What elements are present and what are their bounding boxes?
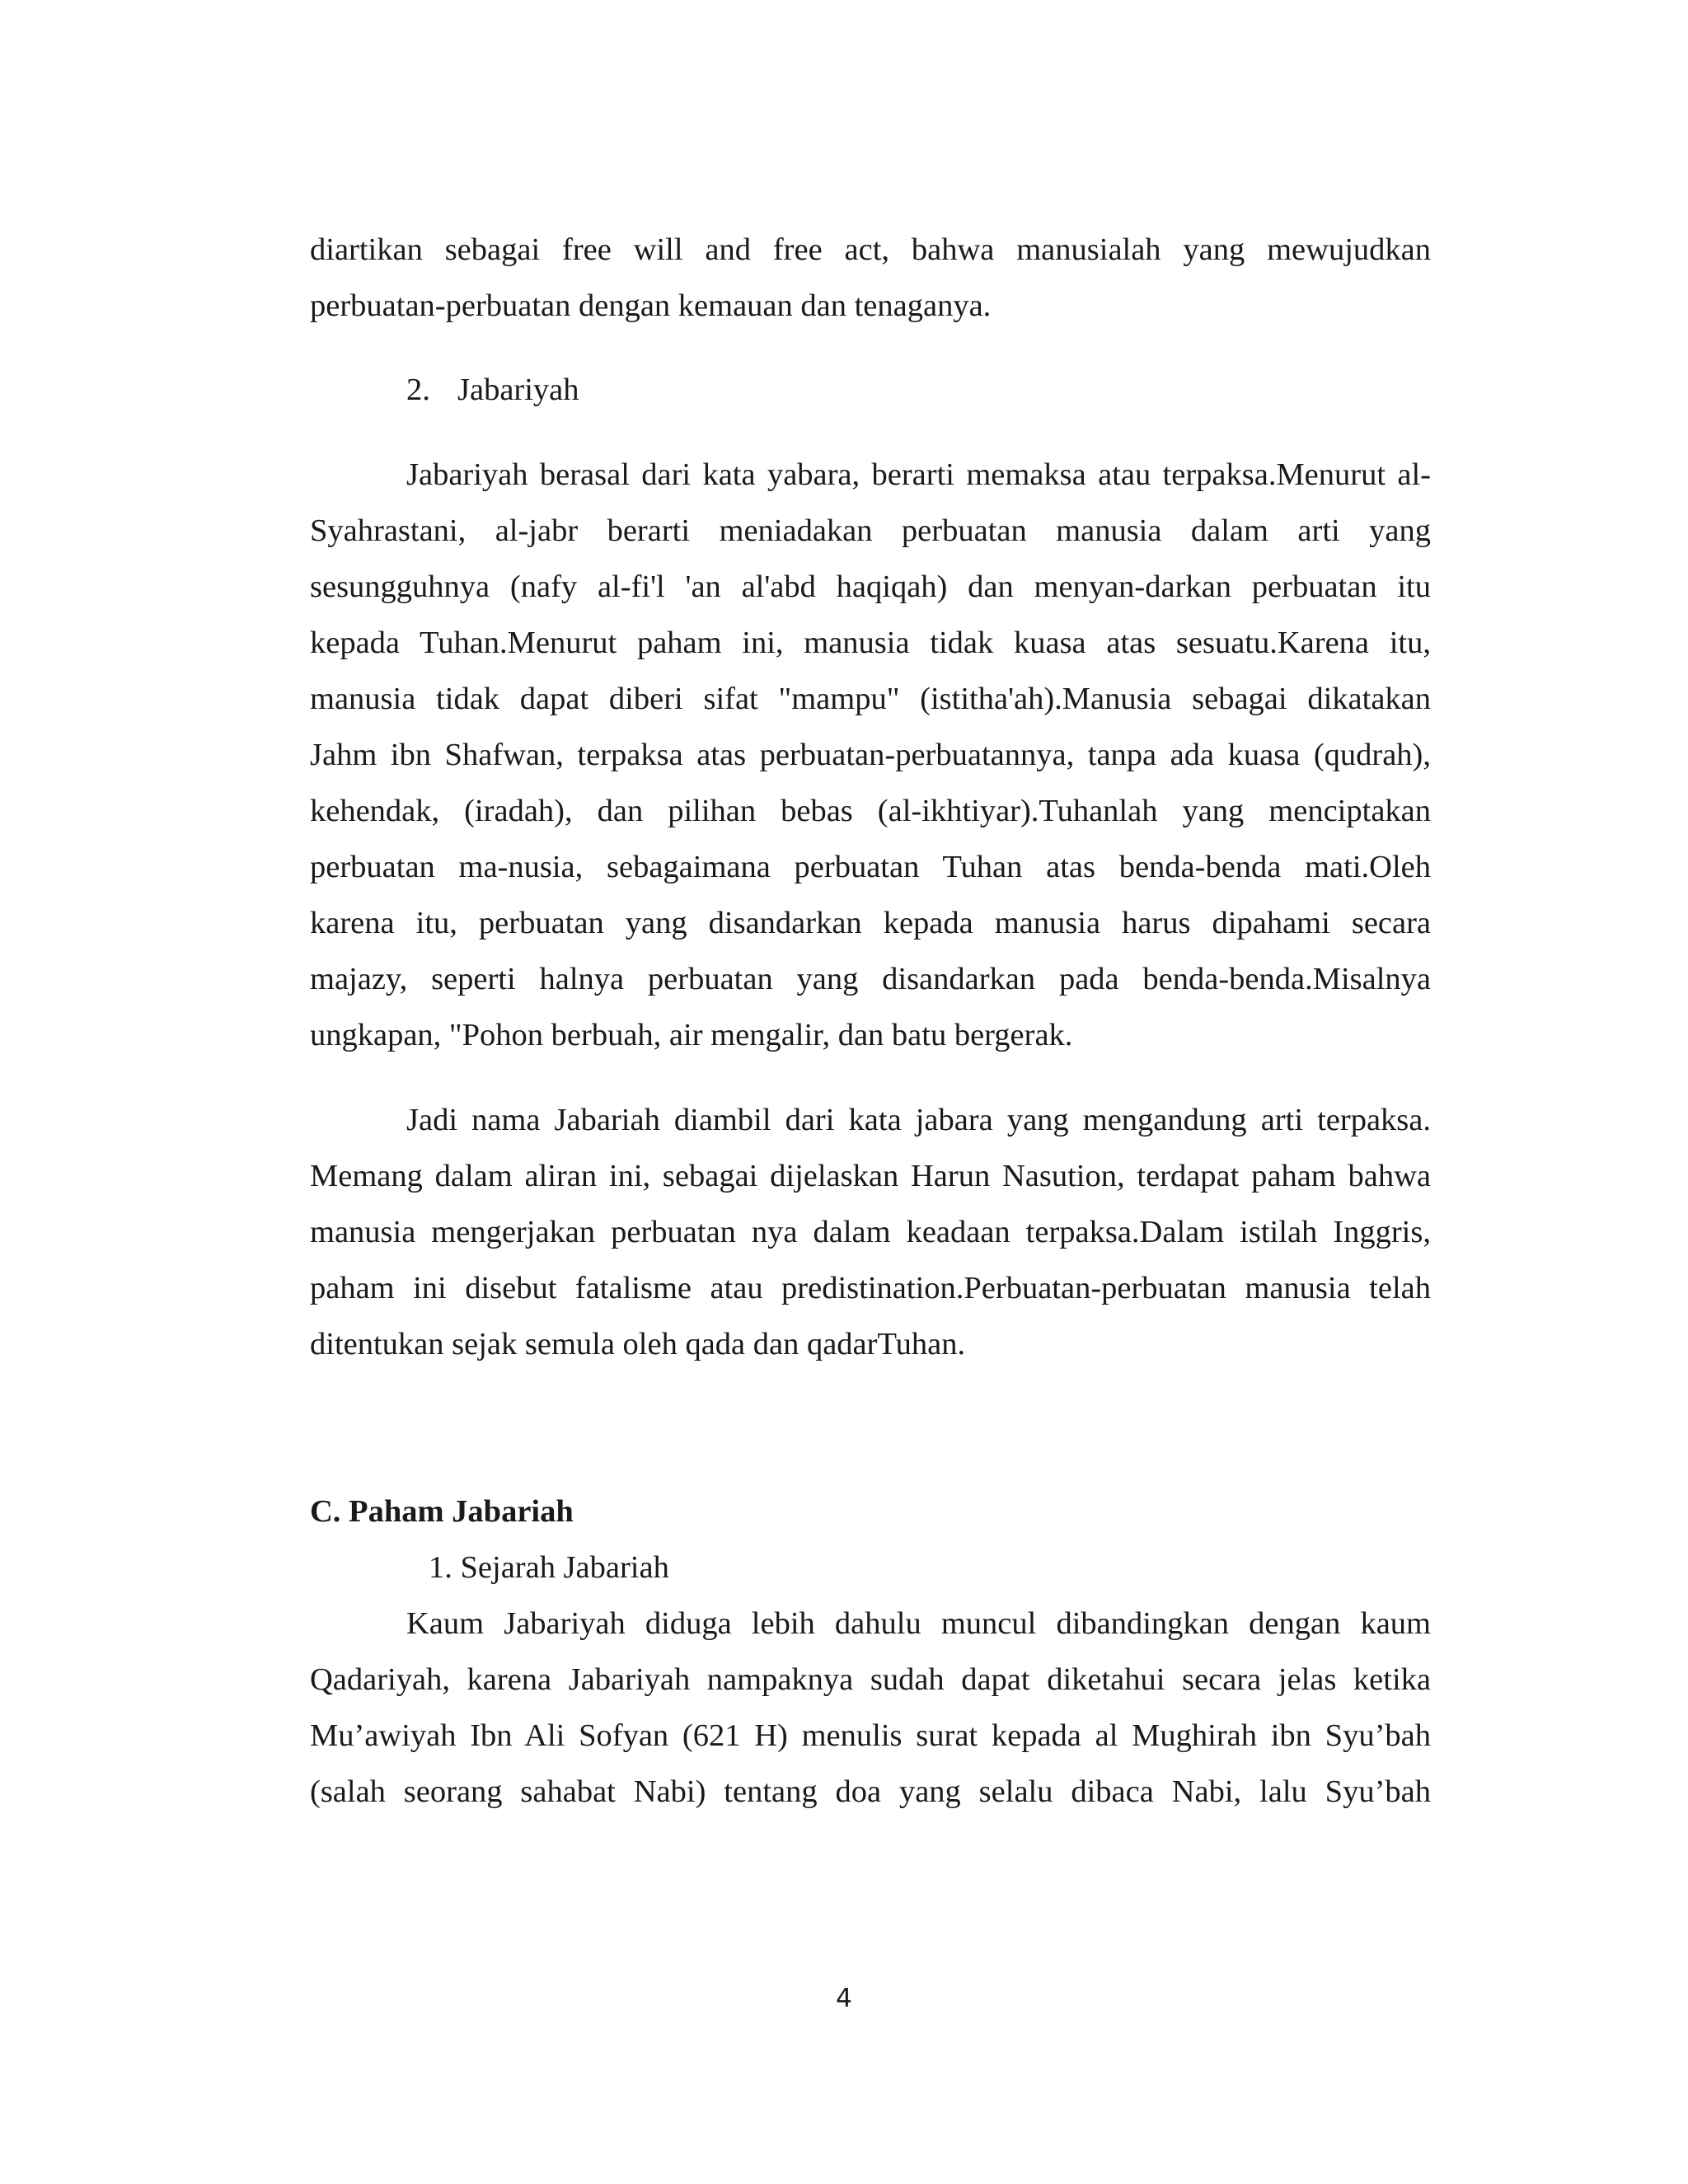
list-item-number: 2. [406,373,430,407]
paragraph-line: Jahm ibn Shafwan, terpaksa atas perbuatan-perbuatannya, tanpa ada kuasa (qudrah), [310,738,1431,772]
list-item-label: Jabariyah [457,373,579,407]
paragraph-line: ungkapan, "Pohon berbuah, air mengalir, dan batu bergerak. [310,1018,1073,1052]
paragraph-line: Kaum Jabariyah diduga lebih dahulu muncul dibandingkan dengan kaum [406,1606,1431,1641]
paragraph-line: kepada Tuhan.Menurut paham ini, manusia tidak kuasa atas sesuatu.Karena itu, [310,626,1431,660]
section-heading: C. Paham Jabariah [310,1494,574,1529]
paragraph-line: (salah seorang sahabat Nabi) tentang doa yang selalu dibaca Nabi, lalu Syu’bah [310,1774,1431,1809]
section-subheading: 1. Sejarah Jabariah [429,1550,669,1585]
paragraph-line: Memang dalam aliran ini, sebagai dijelaskan Harun Nasution, terdapat paham bahwa [310,1159,1431,1193]
page-number: 4 [836,1984,852,2013]
paragraph-line: manusia tidak dapat diberi sifat "mampu" (istitha'ah).Manusia sebagai dikatakan [310,682,1431,716]
paragraph-line: kehendak, (iradah), dan pilihan bebas (al-ikhtiyar).Tuhanlah yang menciptakan [310,794,1431,828]
paragraph-line: sesungguhnya (nafy al-fi'l 'an al'abd haqiqah) dan menyan-darkan perbuatan itu [310,569,1431,604]
continuation-line: diartikan sebagai free will and free act, bahwa manusialah yang mewujudkan [310,232,1431,267]
paragraph-line: perbuatan ma-nusia, sebagaimana perbuatan Tuhan atas benda-benda mati.Oleh [310,850,1431,884]
paragraph-line: Syahrastani, al-jabr berarti meniadakan perbuatan manusia dalam arti yang [310,513,1431,548]
continuation-line: perbuatan-perbuatan dengan kemauan dan tenaganya. [310,288,992,323]
paragraph-line: Qadariyah, karena Jabariyah nampaknya sudah dapat diketahui secara jelas ketika [310,1662,1431,1697]
paragraph-line: manusia mengerjakan perbuatan nya dalam keadaan terpaksa.Dalam istilah Inggris, [310,1215,1431,1249]
paragraph-line: Jabariyah berasal dari kata yabara, berarti memaksa atau terpaksa.Menurut al- [406,457,1431,492]
paragraph-line: Mu’awiyah Ibn Ali Sofyan (621 H) menulis surat kepada al Mughirah ibn Syu’bah [310,1718,1431,1753]
paragraph-line: ditentukan sejak semula oleh qada dan qadarTuhan. [310,1327,966,1361]
paragraph-line: paham ini disebut fatalisme atau predistination.Perbuatan-perbuatan manusia telah [310,1271,1431,1305]
paragraph-line: majazy, seperti halnya perbuatan yang disandarkan pada benda-benda.Misalnya [310,962,1431,996]
paragraph-line: karena itu, perbuatan yang disandarkan kepada manusia harus dipahami secara [310,906,1431,940]
paragraph-line: Jadi nama Jabariah diambil dari kata jabara yang mengandung arti terpaksa. [406,1103,1431,1137]
